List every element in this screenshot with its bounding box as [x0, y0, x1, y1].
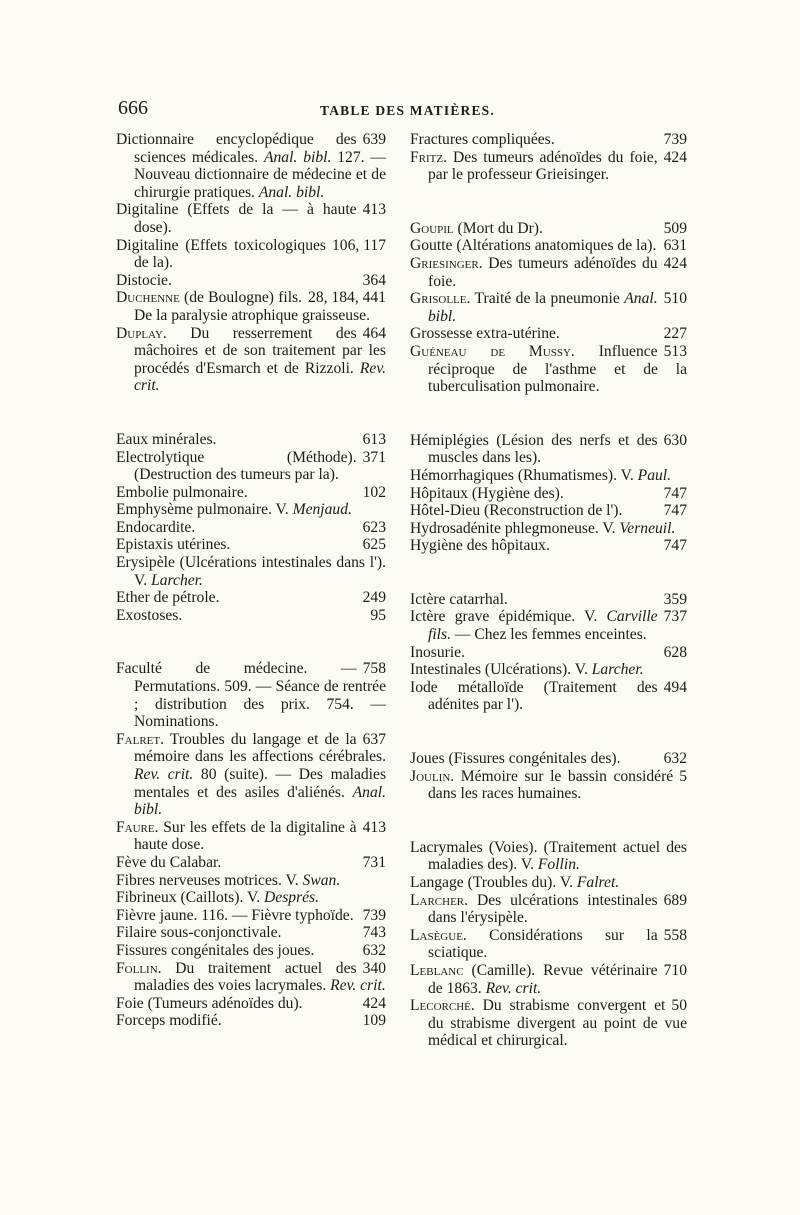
entry-italic: Rev. crit.	[330, 977, 386, 995]
index-entry	[116, 819, 386, 854]
page-ref: 632	[362, 941, 386, 959]
entry-text: Ictère catarrhal.	[410, 590, 508, 608]
page-ref: 359	[663, 590, 687, 608]
index-entry	[410, 839, 687, 874]
entry-text: Erysipèle (Ulcérations intestinales dans l'). V.	[116, 554, 386, 589]
index-entry	[116, 924, 386, 942]
section-gap	[410, 184, 687, 220]
entry-text: Hôtel-Dieu (Reconstruction de l').	[410, 502, 623, 520]
entry-italic: Després.	[264, 889, 320, 907]
author-name: Goupil	[410, 219, 454, 237]
page-ref: 5	[679, 767, 687, 785]
entry-italic: Anal. bibl.	[428, 290, 658, 325]
author-name: Guéneau de Mussy.	[410, 342, 575, 360]
index-entry	[410, 591, 687, 609]
page-ref: 739	[362, 906, 386, 924]
index-entry	[410, 255, 687, 290]
index-entry	[410, 608, 687, 643]
index-entry	[116, 960, 386, 995]
index-entry	[116, 872, 386, 890]
page-ref: 510	[663, 290, 687, 308]
entry-text: Du resserrement des mâchoires et de son traitement par les procédés d'Esmarch et de Rizzoli.	[134, 324, 386, 377]
index-entry	[116, 289, 386, 324]
page-ref: 747	[663, 484, 687, 502]
index-entry	[410, 874, 687, 892]
index-entry	[116, 889, 386, 907]
entry-text: Hémorrhagiques (Rhumatismes). V.	[410, 466, 638, 484]
page-ref: 513	[663, 342, 687, 360]
entry-text: Filaire sous-conjonctivale.	[116, 924, 282, 942]
entry-text: Sur les effets de la digitaline à haute dose.	[134, 818, 357, 854]
entry-text: Lacrymales (Voies). (Traitement actuel des maladies des). V.	[410, 838, 687, 874]
page-ref: 102	[362, 483, 386, 501]
section-gap	[410, 803, 687, 839]
entry-text: Du strabisme convergent et du strabisme divergent au point de vue médical et chirurgical.	[428, 997, 687, 1050]
entry-text: Fractures compliquées.	[410, 131, 555, 148]
page-ref: 639	[362, 131, 386, 148]
page-ref: 739	[663, 131, 687, 148]
entry-text: Exostoses.	[116, 606, 183, 624]
entry-text: 80 (suite). — Des maladies mentales et des asiles d'aliénés.	[134, 766, 387, 801]
index-column-right	[410, 131, 687, 1050]
page-ref: 743	[362, 924, 386, 942]
page-ref: 747	[663, 502, 687, 520]
author-name: Lasègue.	[410, 926, 467, 944]
index-entry	[410, 997, 687, 1050]
index-entry	[410, 520, 687, 538]
entry-text: Mémoire sur le bassin considéré dans les races humaines.	[428, 767, 674, 803]
entry-text: Des tumeurs adénoïdes du foie.	[428, 254, 658, 290]
entry-italic: Rev. crit.	[485, 979, 542, 997]
entry-italic: Swan.	[302, 871, 341, 889]
entry-italic: Anal. bibl.	[263, 148, 332, 166]
author-name: Falret.	[116, 730, 165, 748]
entry-text: Joues (Fissures congénitales des).	[410, 750, 621, 768]
page-ref: 509	[663, 219, 687, 237]
author-name: Duplay.	[116, 324, 167, 342]
page-ref: 109	[362, 1012, 386, 1030]
index-entry	[116, 201, 386, 236]
page-ref: 95	[370, 606, 386, 624]
entry-text: Eaux minérales.	[116, 430, 217, 448]
entry-text: Embolie pulmonaire.	[116, 483, 248, 501]
entry-text: Considérations sur la sciatique.	[428, 926, 658, 962]
author-name: Joulin.	[410, 767, 455, 785]
entry-text: Distocie.	[116, 271, 172, 289]
entry-text: Epistaxis utérines.	[116, 536, 231, 554]
index-entry	[116, 431, 386, 449]
running-title: TABLE DES MATIÈRES.	[320, 103, 495, 118]
section-gap	[116, 395, 386, 431]
index-entry	[116, 554, 386, 589]
index-entry	[410, 343, 687, 396]
page-ref: 631	[663, 237, 687, 255]
index-entry	[116, 660, 386, 730]
index-entry	[410, 679, 687, 714]
index-entry	[410, 131, 687, 149]
index-entry	[410, 502, 687, 520]
entry-text: Foie (Tumeurs adénoïdes du).	[116, 994, 303, 1012]
entry-text: Digitaline (Effets toxicologiques de la).	[116, 236, 326, 272]
index-entry	[116, 854, 386, 872]
index-entry	[116, 589, 386, 607]
page-ref: 628	[663, 643, 687, 661]
entry-text: Dictionnaire encyclopédique des sciences médicales.	[116, 131, 357, 166]
entry-text: Goutte (Altérations anatomiques de la).	[410, 237, 657, 255]
page-ref: 632	[663, 750, 687, 768]
index-entry	[410, 220, 687, 238]
author-name: Leblanc	[410, 961, 464, 979]
index-entry	[116, 1012, 386, 1030]
page-ref: 623	[362, 518, 386, 536]
page-ref: 731	[362, 853, 386, 871]
entry-text: Digitaline (Effets de la — à haute dose).	[116, 201, 357, 236]
entry-text: Intestinales (Ulcérations). V.	[410, 661, 592, 679]
index-entry	[116, 501, 386, 519]
entry-text: Electrolytique (Méthode). (Destruction des tumeurs par la).	[116, 448, 357, 484]
index-entry	[410, 927, 687, 962]
page-ref: 637	[362, 730, 386, 748]
entry-text: — Chez les femmes enceintes.	[450, 626, 647, 644]
entry-text: Des ulcérations intestinales dans l'érysipèle.	[428, 891, 658, 927]
author-name: Faure.	[116, 818, 159, 836]
entry-text: Des tumeurs adénoïdes du foie, par le professeur Grieisinger.	[428, 148, 658, 184]
entry-text: Forceps modifié.	[116, 1012, 222, 1030]
index-entry	[116, 731, 386, 819]
entry-text: Ether de pétrole.	[116, 589, 220, 607]
page-ref: 464	[362, 324, 386, 342]
index-entry	[410, 237, 687, 255]
page-ref: 689	[663, 891, 687, 909]
index-entry	[116, 237, 386, 272]
section-gap	[410, 714, 687, 750]
page-ref: 747	[663, 537, 687, 555]
index-entry	[410, 432, 687, 467]
entry-italic: Follin.	[537, 856, 580, 874]
entry-text: Fibrineux (Caillots). V.	[116, 889, 265, 907]
page-ref: 340	[362, 959, 386, 977]
index-entry	[410, 768, 687, 803]
index-entry	[116, 995, 386, 1013]
entry-text: Hygiène des hôpitaux.	[410, 537, 550, 555]
page-ref: 249	[362, 589, 386, 607]
entry-italic: Falret.	[576, 874, 620, 891]
entry-italic: Paul.	[637, 466, 672, 484]
entry-text: (de Boulogne) fils. De la paralysie atrophique graisseuse.	[134, 289, 370, 324]
entry-text: Hôpitaux (Hygiène des).	[410, 484, 564, 502]
author-name: Lecorché.	[410, 997, 475, 1015]
index-entry	[116, 942, 386, 960]
page-ref: 364	[362, 271, 386, 289]
index-entry	[410, 149, 687, 184]
entry-text: Troubles du langage et de la mémoire dans les affections cérébrales.	[134, 730, 386, 766]
page-ref: 106, 117	[332, 236, 386, 254]
entry-text: 127. — Nouveau dictionnaire de médecine et de chirurgie pratiques.	[134, 148, 387, 201]
page-ref: 28, 184, 441	[308, 289, 386, 307]
index-entry	[116, 131, 386, 201]
entry-italic: Anal. bibl.	[258, 183, 325, 201]
index-entry	[116, 325, 386, 395]
entry-text: Influence réciproque de l'asthme et de la tuberculisation pulmonaire.	[428, 342, 687, 396]
index-entry	[116, 536, 386, 554]
page-ref: 494	[663, 678, 687, 696]
entry-text: Hémiplégies (Lésion des nerfs et des muscles dans les).	[410, 431, 658, 467]
author-name: Larcher.	[410, 891, 469, 909]
entry-italic: Anal. bibl.	[134, 783, 386, 819]
page-ref: 227	[663, 325, 687, 343]
page-ref: 413	[362, 201, 386, 219]
index-entry	[410, 537, 687, 555]
index-entry	[116, 272, 386, 290]
entry-text: Fièvre jaune. 116. — Fièvre typhoïde.	[116, 906, 354, 924]
entry-italic: Larcher.	[151, 571, 203, 589]
entry-text: Langage (Troubles du). V.	[410, 874, 577, 891]
page-ref: 630	[663, 431, 687, 449]
entry-text: Traité de la pneumonie	[470, 290, 625, 308]
author-name: Grisolle.	[410, 290, 471, 308]
index-entry	[410, 290, 687, 325]
page-number: 666	[118, 97, 148, 119]
section-gap	[410, 555, 687, 591]
page-ref: 424	[663, 254, 687, 272]
index-entry	[410, 325, 687, 343]
entry-text: Iode métalloïde (Traitement des adénites par l').	[410, 678, 658, 714]
section-gap	[410, 396, 687, 432]
entry-text: Du traitement actuel des maladies des voies lacrymales.	[134, 959, 357, 995]
author-name: Fritz.	[410, 148, 448, 166]
entry-text: Ictère grave épidémique. V.	[410, 608, 607, 626]
index-entry	[116, 907, 386, 925]
index-entry	[116, 607, 386, 625]
page-ref: 413	[362, 818, 386, 836]
author-name: Follin.	[116, 959, 162, 977]
entry-text: (Mort du Dr).	[453, 219, 543, 237]
index-entry	[410, 750, 687, 768]
index-entry	[410, 467, 687, 485]
entry-italic: Rev. crit.	[134, 359, 386, 395]
entry-text: Inosurie.	[410, 643, 465, 661]
entry-text: Faculté de médecine. — Permutations. 509. — Séance de rentrée ; distribution des prix. 754. — Nominations.	[116, 660, 386, 731]
index-entry	[410, 661, 687, 679]
page-ref: 758	[362, 660, 386, 678]
page-ref: 371	[362, 448, 386, 466]
index-entry	[410, 644, 687, 662]
page-ref: 424	[362, 994, 386, 1012]
index-entry	[116, 519, 386, 537]
index-entry	[116, 484, 386, 502]
entry-text: Endocardite.	[116, 518, 196, 536]
entry-italic: Menjaud.	[292, 501, 352, 519]
entry-text: (Camille). Revue vétérinaire de 1863.	[428, 961, 658, 997]
author-name: Griesinger.	[410, 254, 483, 272]
index-entry	[410, 892, 687, 927]
page-ref: 625	[362, 536, 386, 554]
page-ref: 613	[362, 430, 386, 448]
entry-italic: Larcher.	[591, 661, 644, 679]
entry-italic: Verneuil.	[619, 519, 676, 537]
entry-text: Grossesse extra-utérine.	[410, 325, 560, 343]
index-column-left	[116, 131, 386, 1030]
index-entry	[116, 449, 386, 484]
author-name: Duchenne	[116, 289, 180, 307]
index-entry	[410, 485, 687, 503]
index-entry	[410, 962, 687, 997]
page-ref: 50	[671, 997, 687, 1015]
page-ref: 710	[663, 961, 687, 979]
page-ref: 424	[663, 148, 687, 166]
entry-text: Emphysème pulmonaire. V.	[116, 501, 293, 519]
entry-text: Fibres nerveuses motrices. V.	[116, 871, 303, 889]
page-ref: 737	[663, 608, 687, 626]
page-ref: 558	[663, 926, 687, 944]
entry-text: Hydrosadénite phlegmoneuse. V.	[410, 519, 620, 537]
entry-text: Fève du Calabar.	[116, 853, 222, 871]
entry-italic: Carville fils.	[428, 608, 658, 644]
entry-italic: Rev. crit.	[134, 766, 194, 783]
entry-text: Fissures congénitales des joues.	[116, 941, 315, 959]
section-gap	[116, 624, 386, 660]
